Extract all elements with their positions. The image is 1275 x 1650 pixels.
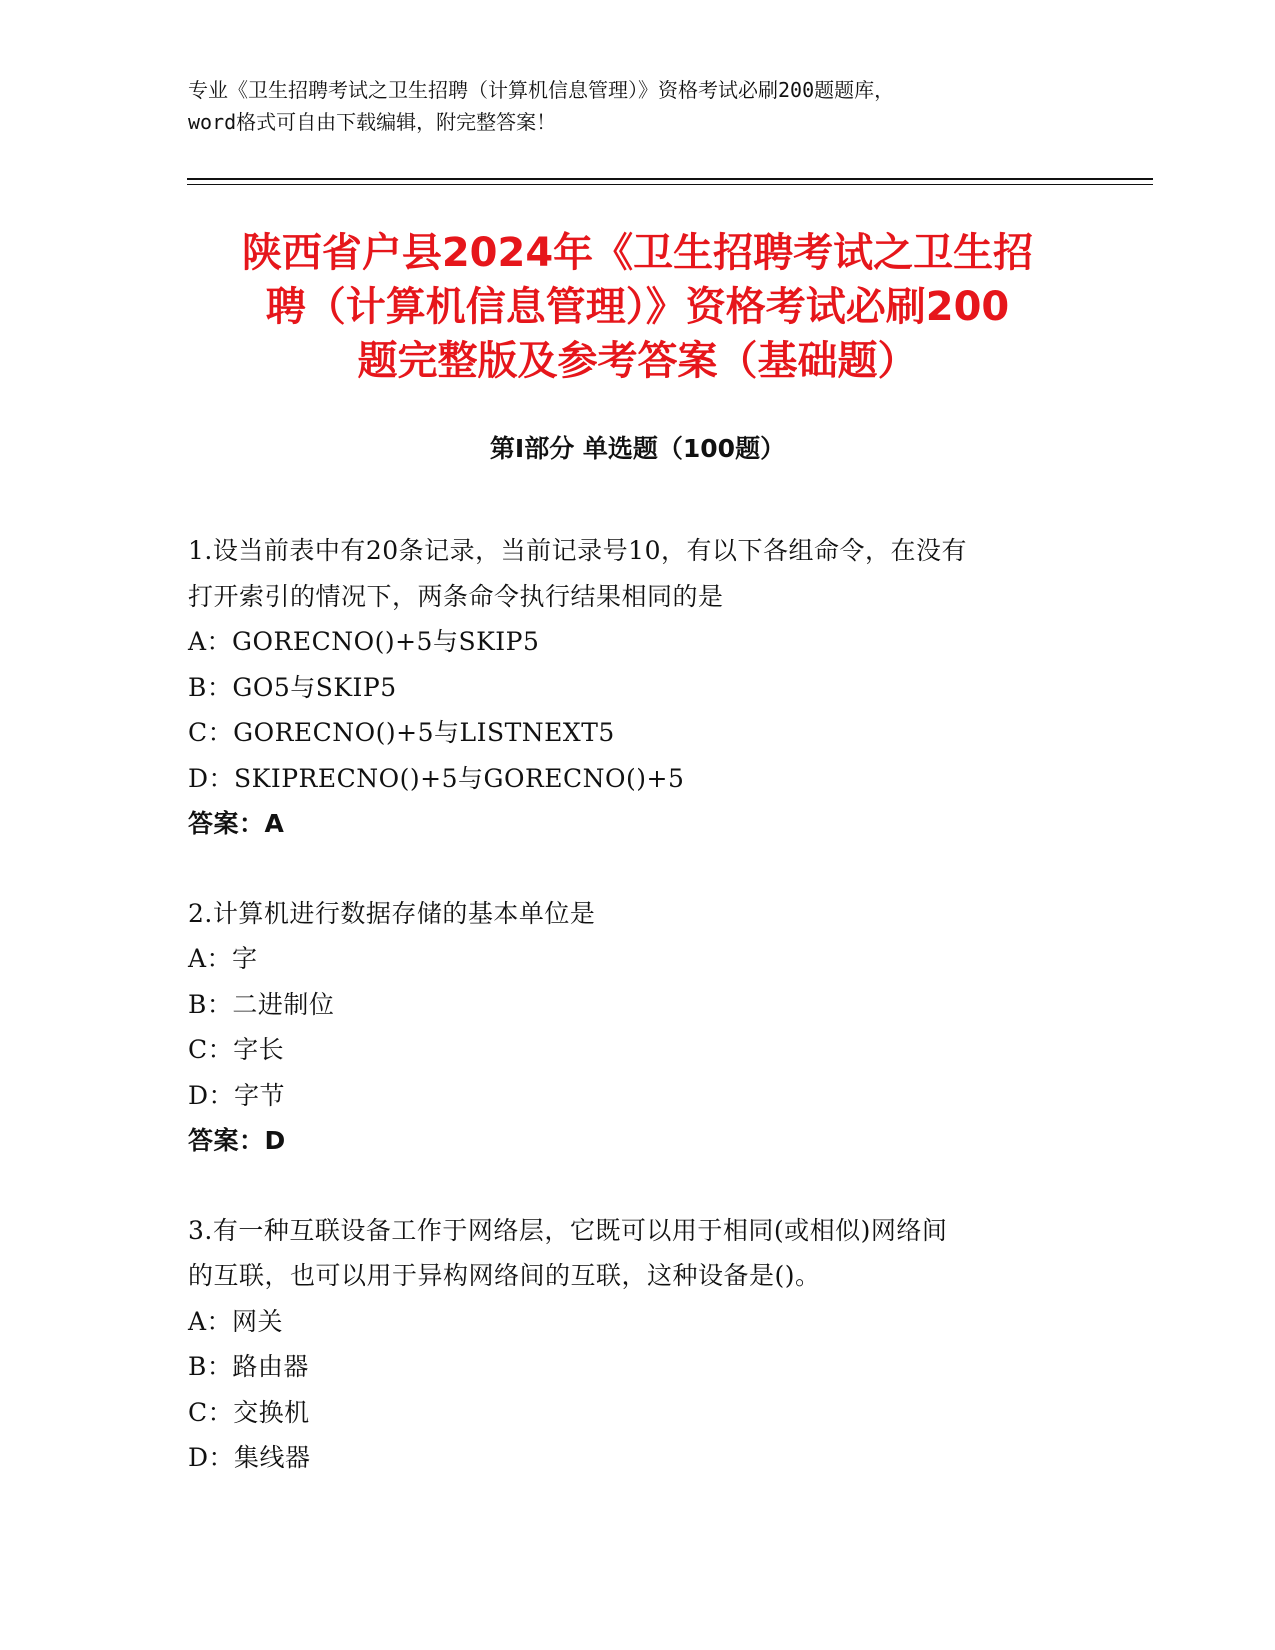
option-a: A：GORECNO()+5与SKIP5: [188, 627, 540, 656]
option-c: C：交换机: [188, 1397, 310, 1427]
option-c: C：字长: [188, 1035, 285, 1064]
question-item: [188, 891, 1088, 1164]
header-divider-thin: [187, 184, 1153, 185]
header-line-1: 专业《卫生招聘考试之卫生招聘（计算机信息管理）》资格考试必刷200题题库，: [188, 78, 895, 102]
answer-label: 答案：A: [188, 809, 285, 838]
option-b: B：二进制位: [188, 989, 335, 1019]
option-a: A：字: [188, 944, 258, 973]
option-b: B：GO5与SKIP5: [188, 672, 397, 702]
question-text: 1.设当前表中有20条记录，当前记录号10，有以下各组命令，在没有: [188, 536, 967, 565]
document-title: [0, 226, 1275, 388]
question-text: 的互联，也可以用于异构网络间的互联，这种设备是()。: [188, 1261, 821, 1290]
title-line-3: 题完整版及参考答案（基础题）: [357, 338, 918, 384]
question-list: [188, 528, 1088, 1525]
question-text: 打开索引的情况下，两条命令执行结果相同的是: [188, 581, 724, 611]
question-text: 2.计算机进行数据存储的基本单位是: [188, 898, 596, 928]
option-d: D：SKIPRECNO()+5与GORECNO()+5: [188, 763, 685, 793]
option-d: D：集线器: [188, 1443, 311, 1472]
question-text: 3.有一种互联设备工作于网络层，它既可以用于相同(或相似)网络间: [188, 1215, 948, 1245]
option-a: A：网关: [188, 1306, 284, 1336]
document-header-note: [188, 74, 1088, 138]
option-c: C：GORECNO()+5与LISTNEXT5: [188, 718, 615, 747]
answer-label: 答案：D: [188, 1126, 286, 1155]
header-divider-thick: [187, 178, 1153, 180]
option-d: D：字节: [188, 1080, 286, 1110]
section-heading: 第Ⅰ部分 单选题（100题）: [489, 434, 786, 463]
title-line-1: 陕西省户县2024年《卫生招聘考试之卫生招: [241, 230, 1034, 276]
question-item: [188, 528, 1088, 847]
title-line-2: 聘（计算机信息管理）》资格考试必刷200: [265, 284, 1010, 330]
header-line-2: word格式可自由下载编辑，附完整答案！: [188, 110, 557, 134]
option-b: B：路由器: [188, 1352, 309, 1381]
question-item: [188, 1208, 1088, 1481]
